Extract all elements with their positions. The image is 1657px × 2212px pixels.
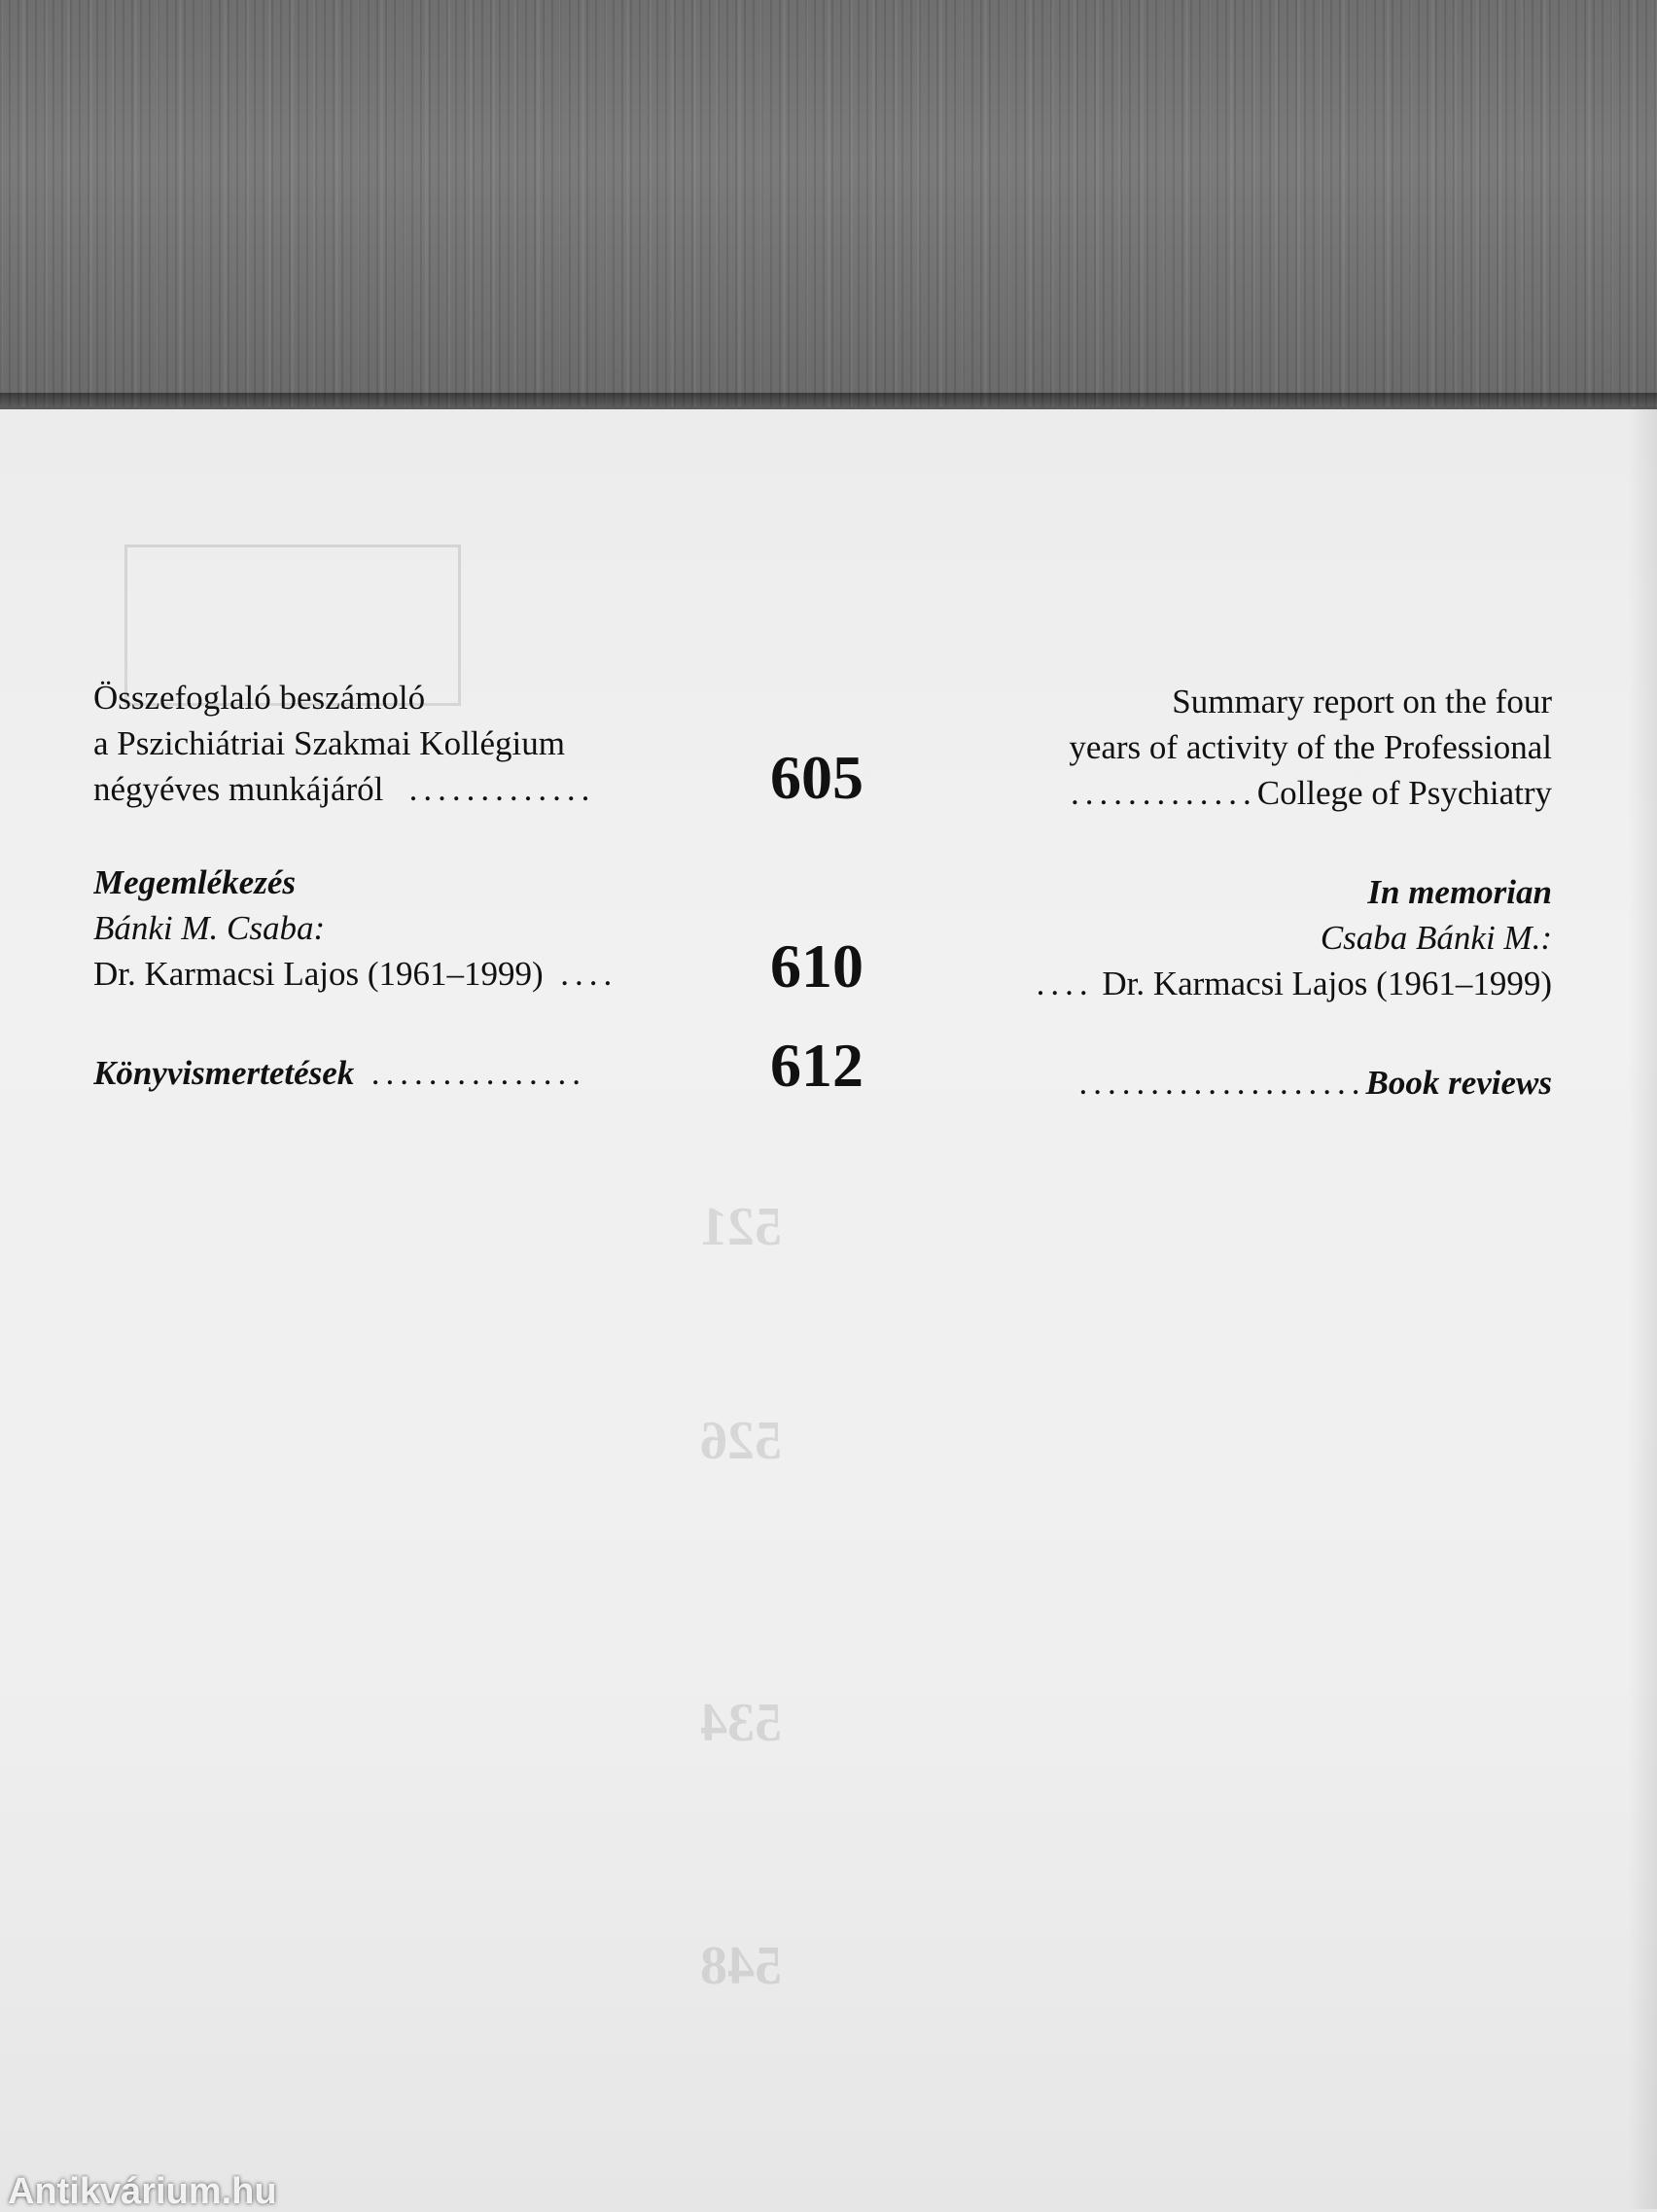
toc-entry-english xyxy=(924,1060,1552,1106)
entry-title-text: Dr. Karmacsi Lajos (1961–1999) xyxy=(93,955,544,993)
toc-entry-hungarian xyxy=(93,675,716,812)
toc-entry-english xyxy=(924,869,1552,1006)
entry-title-line: Summary report on the four xyxy=(1172,683,1552,720)
section-heading: In memorian xyxy=(1367,873,1552,911)
watermark-logo: Antikvárium.hu xyxy=(8,2174,277,2209)
entry-title-line xyxy=(924,1060,1552,1106)
toc-entry-hungarian xyxy=(93,860,716,997)
section-heading: Megemlékezés xyxy=(93,863,296,901)
entry-title-line: a Pszichiátriai Szakmai Kollégium xyxy=(93,724,566,762)
entry-title-line xyxy=(924,770,1552,816)
entry-author: Bánki M. Csaba: xyxy=(93,909,326,947)
entry-title-line xyxy=(93,951,716,997)
leader-dots: .... xyxy=(1036,965,1094,1002)
toc-entry-english xyxy=(924,679,1552,816)
entry-author: Csaba Bánki M.: xyxy=(1320,919,1552,957)
leader-dots: .... xyxy=(560,955,618,993)
leader-dots: ............... xyxy=(370,1054,587,1092)
section-heading: Book reviews xyxy=(1365,1064,1552,1102)
page-number[interactable]: 612 xyxy=(770,1031,864,1100)
leader-dots: .................... xyxy=(1078,1064,1366,1102)
entry-title-line xyxy=(93,1050,716,1096)
entry-title-line: Összefoglaló beszámoló xyxy=(93,679,426,717)
entry-title-text: négyéves munkájáról xyxy=(93,770,384,808)
entry-title-line xyxy=(93,766,716,812)
page-number[interactable]: 610 xyxy=(770,931,864,1001)
toc-entry-hungarian xyxy=(93,1050,716,1096)
entry-title-line xyxy=(924,961,1552,1006)
page-number[interactable]: 605 xyxy=(770,743,864,812)
leader-dots: ............. xyxy=(408,770,596,808)
section-heading: Könyvismertetések xyxy=(93,1054,355,1092)
leader-dots: ............. xyxy=(1070,774,1257,812)
entry-title-text: Dr. Karmacsi Lajos (1961–1999) xyxy=(1102,965,1552,1002)
entry-title-line: years of activity of the Professional xyxy=(1069,728,1552,766)
entry-title-text: College of Psychiatry xyxy=(1256,774,1552,812)
